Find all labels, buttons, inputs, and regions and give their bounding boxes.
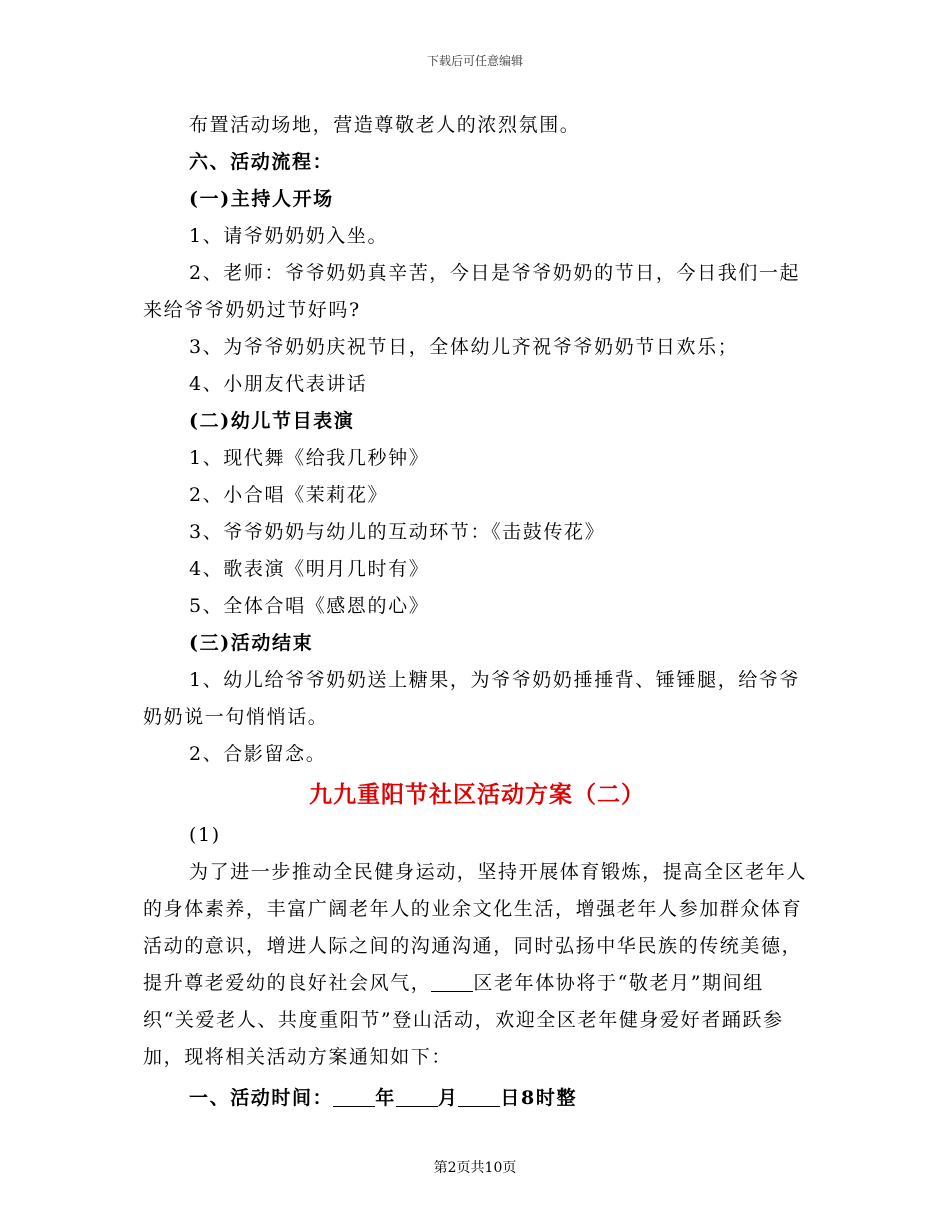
time-day: 日8时整	[500, 1087, 578, 1109]
list-item: 1、现代舞《给我几秒钟》	[189, 447, 430, 469]
list-item: 1、请爷奶奶奶入坐。	[189, 225, 389, 247]
list-item: 3、爷爷奶奶与幼儿的互动环节：《击鼓传花》	[189, 521, 606, 543]
section-title: 九九重阳节社区活动方案（二）	[309, 782, 645, 808]
list-item: 1、幼儿给爷爷奶奶送上糖果，为爷爷奶奶捶捶背、锤锤腿，给爷爷奶奶说一句悄悄话。	[143, 669, 801, 728]
list-item: 2、合影留念。	[189, 743, 327, 765]
list-item: 5、全体合唱《感恩的心》	[189, 595, 430, 617]
part3-heading: (三)活动结束	[189, 632, 314, 654]
body-paragraph	[143, 854, 811, 1076]
activity-time-line	[143, 1080, 811, 1117]
fill-blank	[458, 1087, 500, 1107]
list-item: 2、小合唱《茉莉花》	[189, 484, 389, 506]
part1-heading: (一)主持人开场	[189, 188, 334, 210]
list-item: 4、小朋友代表讲话	[189, 373, 368, 395]
list-item: 2、老师：爷爷奶奶真辛苦，今日是爷爷奶奶的节日，今日我们一起来给爷爷奶奶过节好吗?	[143, 262, 801, 321]
fill-blank	[431, 972, 473, 992]
section-number: (1)	[189, 824, 221, 846]
time-year: 年	[375, 1087, 396, 1109]
list-item: 3、为爷爷奶奶庆祝节日，全体幼儿齐祝爷爷奶奶节日欢乐；	[189, 336, 739, 358]
intro-line: 布置活动场地，营造尊敬老人的浓烈氛围。	[189, 114, 581, 136]
list-item: 4、歌表演《明月几时有》	[189, 558, 430, 580]
flow-heading: 六、活动流程：	[189, 151, 334, 173]
time-label: 一、活动时间：	[189, 1087, 334, 1109]
fill-blank	[333, 1087, 375, 1107]
time-month: 月	[437, 1087, 459, 1109]
page-header-note: 下载后可任意编辑	[426, 54, 523, 68]
page-number: 第2页共10页	[433, 1160, 517, 1176]
part2-heading: (二)幼儿节目表演	[189, 410, 355, 432]
document-body	[143, 107, 811, 1117]
fill-blank	[396, 1087, 438, 1107]
paragraph-text: 为了进一步推动全民健身运动，坚持开展体育锻炼，提高全区老年人的身体素养，丰富广阔老年人的业余文化生活，增强老年人参加群众体育活动的意识，增进人际之间的沟通沟通，同时弘扬中华民族的传统美德，提升尊老爱幼的良好社会风气，	[143, 861, 808, 994]
paragraph-text: 区老年体协将于“敬老月”期间组织“关爱老人、共度重阳节”登山活动，欢迎全区老年健身爱好者踊跃参加，现将相关活动方案通知如下：	[143, 972, 784, 1068]
